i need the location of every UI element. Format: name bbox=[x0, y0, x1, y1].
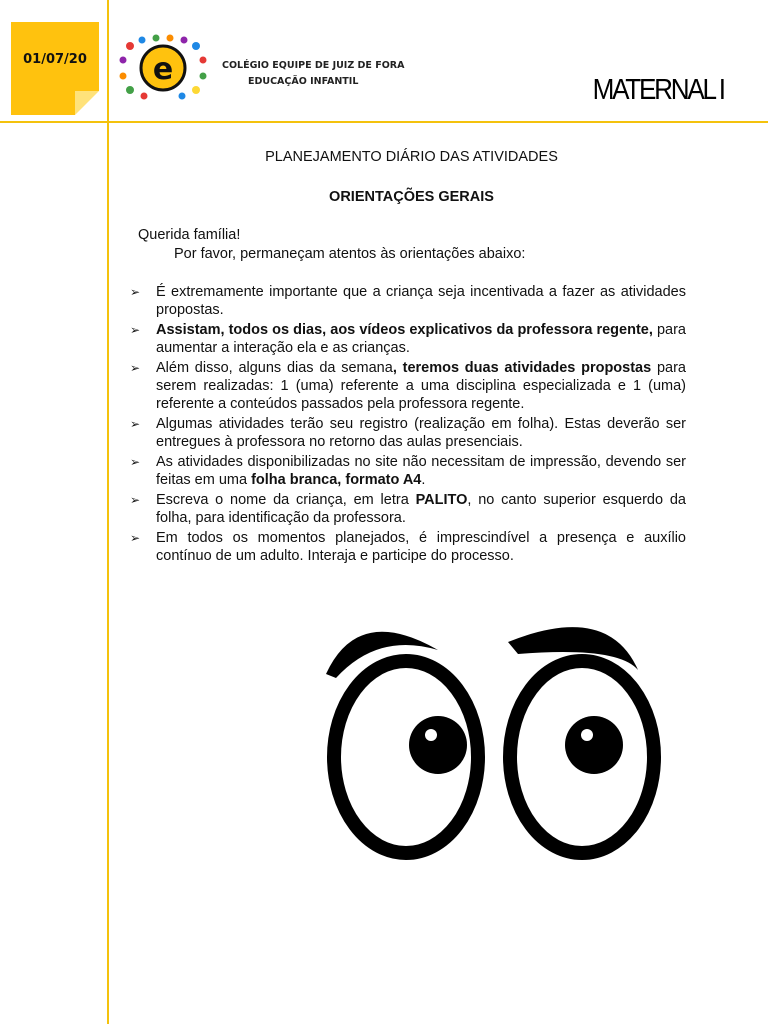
note-fold bbox=[75, 91, 99, 115]
list-item: ➢ Além disso, alguns dias da semana, teremos duas atividades propostas para serem realizadas: 1 (uma) referente a uma disciplina especializada e 1 (uma) referente a conteúdos passados pela professora regente. bbox=[130, 360, 686, 412]
intro-text: Por favor, permaneçam atentos às orientações abaixo: bbox=[174, 246, 526, 262]
list-item: ➢ Em todos os momentos planejados, é imprescindível a presença e auxílio contínuo de um adulto. Interaja e participe do processo. bbox=[130, 530, 686, 564]
list-item: ➢ Escreva o nome da criança, em letra PALITO, no canto superior esquerdo da folha, para identificação da professora. bbox=[130, 492, 686, 526]
arrow-bullet-icon: ➢ bbox=[130, 531, 141, 545]
logo-letter: e bbox=[152, 52, 174, 87]
guidelines-list bbox=[130, 283, 686, 567]
document-title: PLANEJAMENTO DIÁRIO DAS ATIVIDADES bbox=[265, 149, 558, 165]
school-logo-icon bbox=[118, 34, 208, 100]
arrow-bullet-icon: ➢ bbox=[130, 285, 141, 299]
horizontal-rule bbox=[0, 121, 768, 123]
greeting: Querida família! bbox=[138, 227, 241, 243]
list-item: ➢ Assistam, todos os dias, aos vídeos explicativos da professora regente, para aumentar a interação ela e as crianças. bbox=[130, 322, 686, 356]
school-name bbox=[222, 60, 404, 87]
list-item: ➢ As atividades disponibilizadas no site não necessitam de impressão, devendo ser feitas em uma folha branca, formato A4. bbox=[130, 454, 686, 488]
list-item: ➢ É extremamente importante que a criança seja incentivada a fazer as atividades propostas. bbox=[130, 284, 686, 318]
school-name-line1: COLÉGIO EQUIPE DE JUIZ DE FORA bbox=[222, 60, 405, 71]
document-subtitle: ORIENTAÇÕES GERAIS bbox=[329, 189, 494, 205]
class-name: MATERNAL I bbox=[592, 74, 724, 106]
arrow-bullet-icon: ➢ bbox=[130, 493, 141, 507]
date-sticky-note bbox=[11, 22, 99, 115]
cartoon-eyes-icon bbox=[318, 612, 688, 860]
arrow-bullet-icon: ➢ bbox=[130, 323, 141, 337]
arrow-bullet-icon: ➢ bbox=[130, 417, 141, 431]
arrow-bullet-icon: ➢ bbox=[130, 455, 141, 469]
list-item: ➢ Algumas atividades terão seu registro (realização em folha). Estas deverão ser entregues à professora no retorno das aulas presenciais. bbox=[130, 416, 686, 450]
date-text: 01/07/20 bbox=[23, 52, 87, 67]
school-name-line2: EDUCAÇÃO INFANTIL bbox=[248, 76, 359, 87]
arrow-bullet-icon: ➢ bbox=[130, 361, 141, 375]
